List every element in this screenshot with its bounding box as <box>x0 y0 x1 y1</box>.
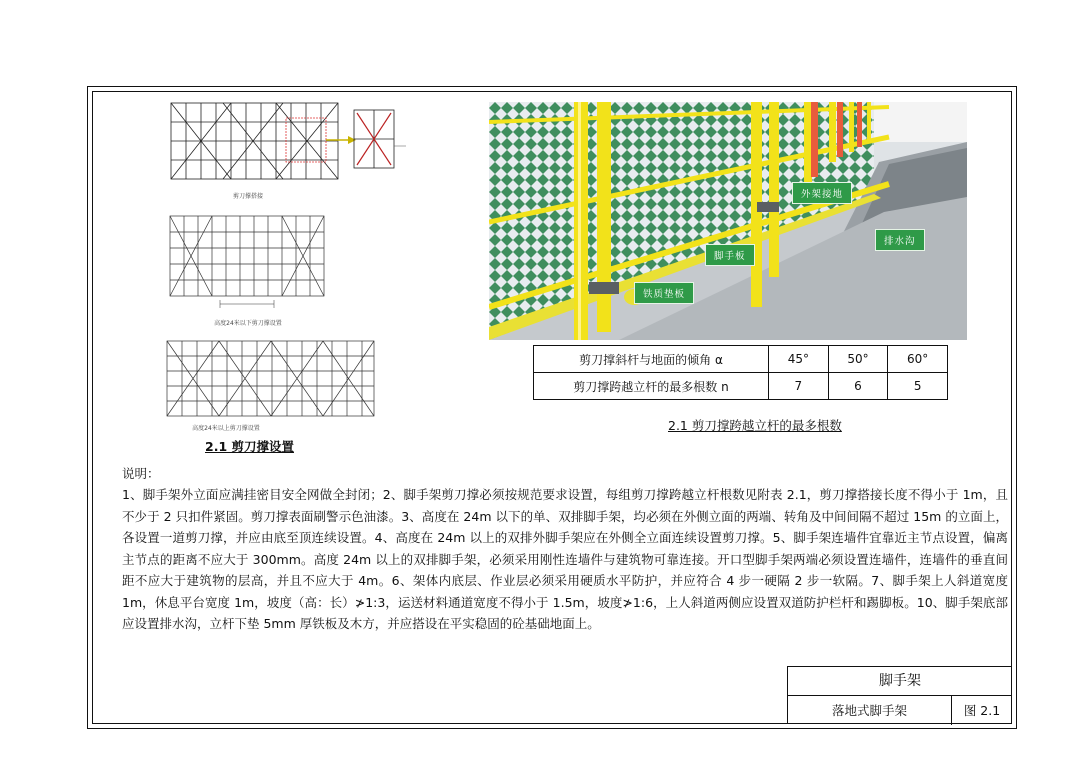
title-block-number: 图 2.1 <box>963 703 1001 718</box>
table-cell: 50° <box>828 346 888 373</box>
photo-tag-iron-pad: 铁质垫板 <box>634 282 694 304</box>
title-block-title: 脚手架 <box>788 667 1012 696</box>
photo-tag-grounding: 外架接地 <box>792 182 852 204</box>
left-figure-title: 2.1 剪刀撑设置 <box>205 439 294 454</box>
table-cell: 6 <box>828 373 888 400</box>
title-block-name: 落地式脚手架 <box>788 696 952 725</box>
notes-body: 1、脚手架外立面应满挂密目安全网做全封闭；2、脚手架剪刀撑必须按规范要求设置，每组剪刀撑跨越立杆根数见附表 2.1，剪刀撑搭接长度不得小于 1m，且不少于 2 只扣件紧固。剪刀撑表面刷警示色油漆。3、高度在 24m 以下的单、双排脚手架，均必须在外侧立面的两端、转角及中间间隔不超过 15m 的立面上，各设置一道剪刀撑，并应由底至顶连续设置。4、高度在 24m 以上的双排外脚手架应在外侧全立面连续设置剪刀撑。5、脚手架连墙件宜靠近主节点设置，偏离主节点的距离不应大于 300mm。高度 24m 以上的双排脚手架，必须采用刚性连墙件与建筑物可靠连接。开口型脚手架两端必须设置连墙件，连墙件的垂直间距不应大于建筑物的层高，并且不应大于 4m。6、架体内底层、作业层必须采用硬质水平防护，并应符合 4 步一硬隔 2 步一软隔。7、脚手架上人斜道宽度 1m，休息平台宽度 1m，坡度（高：长）≯1:3，运送材料通道宽度不得小于 1.5m，坡度≯1:6，上人斜道两侧应设置双道防护栏杆和踢脚板。10、脚手架底部应设置排水沟，立杆下垫 5mm 厚铁板及木方，并应搭设在平实稳固的砼基础地面上。 <box>122 487 1008 631</box>
right-figure-title: 2.1 剪刀撑跨越立杆的最多根数 <box>668 418 842 433</box>
photo-tag-drainage-ditch: 排水沟 <box>875 229 925 251</box>
scissor-brace-above-24m-diagram <box>164 338 378 423</box>
table-cell: 5 <box>888 373 948 400</box>
title-block <box>787 666 1012 724</box>
table-row-label: 剪刀撑跨越立杆的最多根数 n <box>534 373 769 400</box>
table-cell: 60° <box>888 346 948 373</box>
table-cell: 7 <box>769 373 829 400</box>
diagram1-caption: 剪刀撑搭接 <box>232 193 263 200</box>
scaffold-photo <box>489 102 967 340</box>
table-row <box>534 373 948 400</box>
table-row-label: 剪刀撑斜杆与地面的倾角 α <box>534 346 769 373</box>
scissor-brace-lap-diagram <box>168 100 413 190</box>
diagram3-caption: 高度24米以上剪刀撑设置 <box>192 425 260 432</box>
diagram2-caption: 高度24米以下剪刀撑设置 <box>214 320 282 327</box>
table-cell: 45° <box>769 346 829 373</box>
brace-span-table <box>533 345 948 400</box>
scissor-brace-below-24m-diagram <box>168 214 328 314</box>
table-row <box>534 346 948 373</box>
photo-tag-scaffold-board: 脚手板 <box>705 244 755 266</box>
notes-heading: 说明： <box>122 466 160 481</box>
scaffold-photo-drawing <box>489 102 967 340</box>
